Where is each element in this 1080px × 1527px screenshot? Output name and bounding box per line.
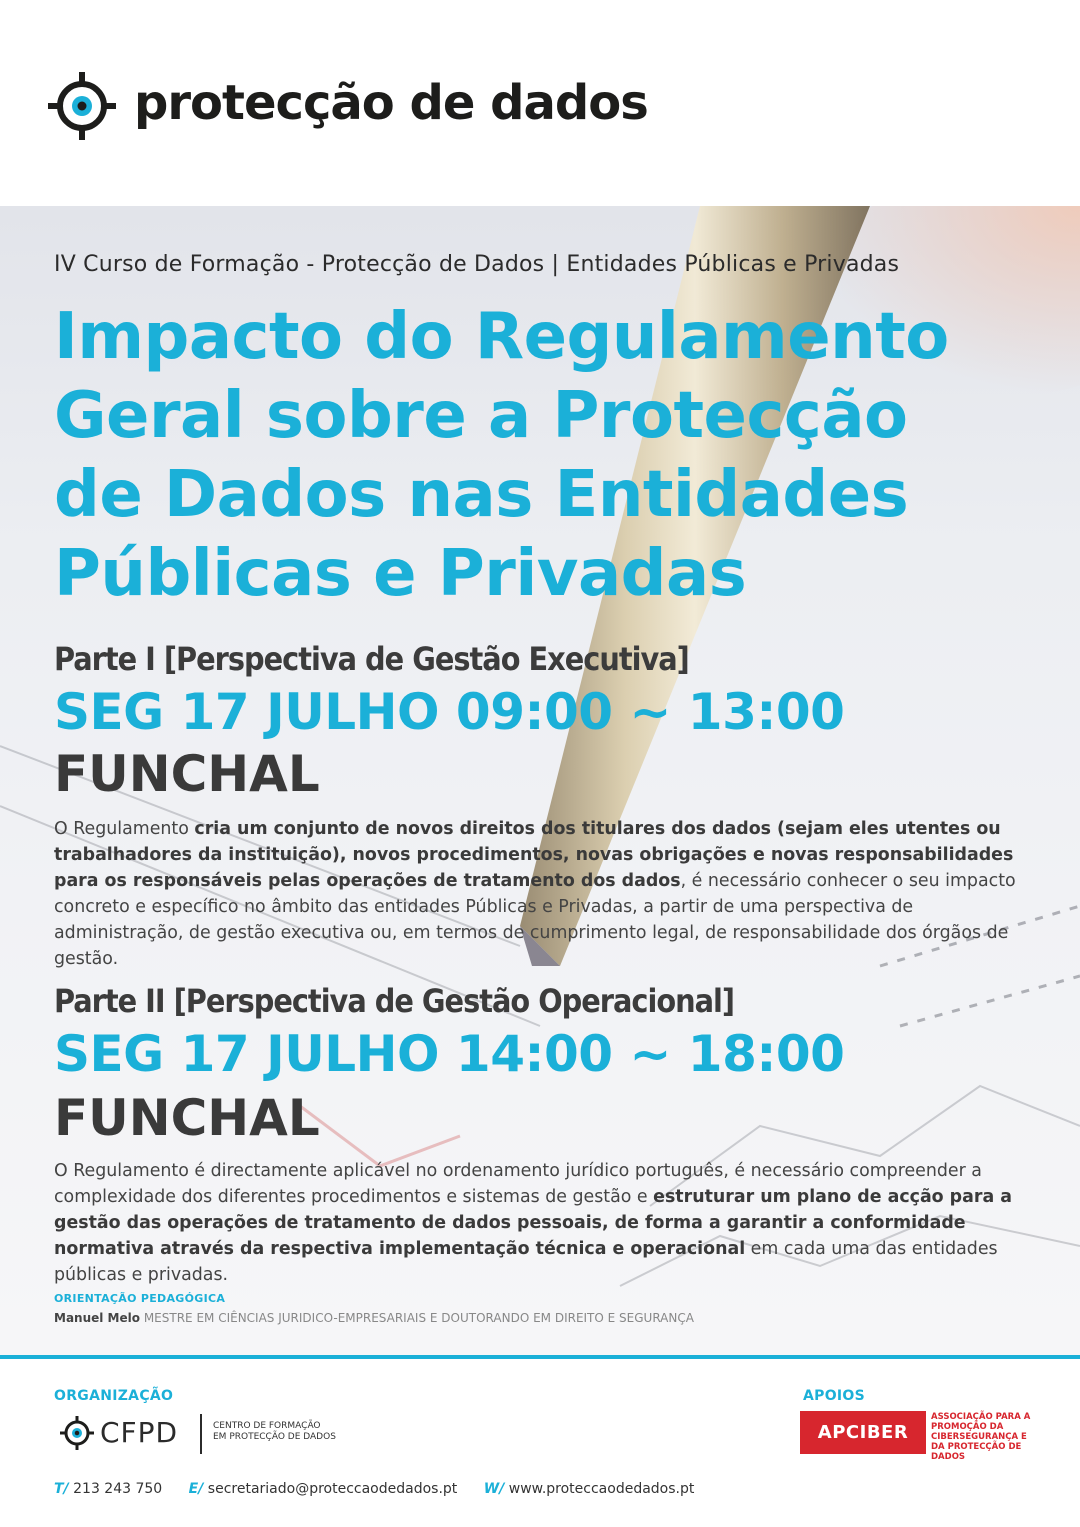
part1-text: O Regulamento [54,819,195,839]
part1-date: SEG 17 JULHO 09:00 ~ 13:00 [54,683,845,741]
orientation-name: Manuel Melo [54,1311,140,1325]
support-label: APOIOS [803,1388,865,1404]
cfpd-target-icon [60,1416,94,1450]
email-key: E/ [188,1481,204,1497]
part1-description [54,816,1029,972]
cfpd-desc-line: EM PROTECÇÃO DE DADOS [213,1432,336,1442]
orientation-credit [54,1311,694,1325]
orientation-label: ORIENTAÇÃO PEDAGÓGICA [54,1292,226,1305]
phone-contact[interactable] [54,1481,162,1497]
phone-key: T/ [54,1481,69,1497]
web-address: www.proteccaodedados.pt [508,1481,695,1497]
cfpd-desc-line: CENTRO DE FORMAÇÃO [213,1421,321,1431]
cfpd-description [213,1421,336,1443]
part1-heading: Parte I [Perspectiva de Gestão Executiva] [54,640,689,678]
title-line: de Dados nas Entidades [54,458,909,532]
header [0,0,1080,206]
web-key: W/ [483,1481,505,1497]
part2-date: SEG 17 JULHO 14:00 ~ 18:00 [54,1025,845,1083]
course-subtitle: IV Curso de Formação - Protecção de Dados | Entidades Públicas e Privadas [54,252,900,277]
part1-city: FUNCHAL [54,745,320,803]
apciber-logo: APCIBER [800,1411,926,1454]
target-crosshair-icon [48,72,116,140]
part1-text: , é necessário conhecer o seu impacto concreto e específico no âmbito das entidades Públicas e Privadas, a partir de uma perspectiva de administração, de gestão executiva ou, em termos de cumprimento legal, de responsabilidade dos órgãos de gestão. [54,871,1016,969]
part2-heading: Parte II [Perspectiva de Gestão Operacional] [54,982,735,1020]
cfpd-logo-text: CFPD [100,1416,179,1449]
title-line: Impacto do Regulamento [54,300,949,374]
email-contact[interactable] [189,1481,458,1497]
phone-number: 213 243 750 [73,1481,163,1497]
part2-text: em cada uma das entidades públicas e privadas. [54,1239,998,1285]
part2-description [54,1158,1029,1288]
organization-label: ORGANIZAÇÃO [54,1388,174,1404]
title-line: Públicas e Privadas [54,537,747,611]
part2-city: FUNCHAL [54,1089,320,1147]
part1-bold-text: cria um conjunto de novos direitos dos titulares dos dados (sejam eles utentes ou trabalhadores da instituição), novos procedimentos, novas obrigações e novas responsabilidades para os responsáveis pelas operações de tratamento dos dados [54,819,1014,891]
apciber-description: ASSOCIAÇÃO PARA A PROMOÇÃO DA CIBERSEGURANÇA E DA PROTECÇÃO DE DADOS [931,1412,1031,1462]
email-address: secretariado@proteccaodedados.pt [207,1481,458,1497]
part2-bold-text: estruturar um plano de acção para a gestão das operações de tratamento de dados pessoais, de forma a garantir a conformidade normativa através da respectiva implementação técnica e operacional [54,1187,1012,1259]
web-contact[interactable] [484,1481,695,1497]
part2-text: O Regulamento é directamente aplicável no ordenamento jurídico português, é necessário compreender a complexidade dos diferentes procedimentos e sistemas de gestão e [54,1161,982,1207]
orientation-credentials: MESTRE EM CIÊNCIAS JURIDICO-EMPRESARIAIS E DOUTORANDO EM DIREITO E SEGURANÇA [143,1311,694,1325]
cfpd-divider [200,1414,202,1454]
title-line: Geral sobre a Protecção [54,379,908,453]
main-title [54,298,1054,614]
contact-bar [54,1481,716,1497]
logo-text: protecção de dados [134,75,648,131]
